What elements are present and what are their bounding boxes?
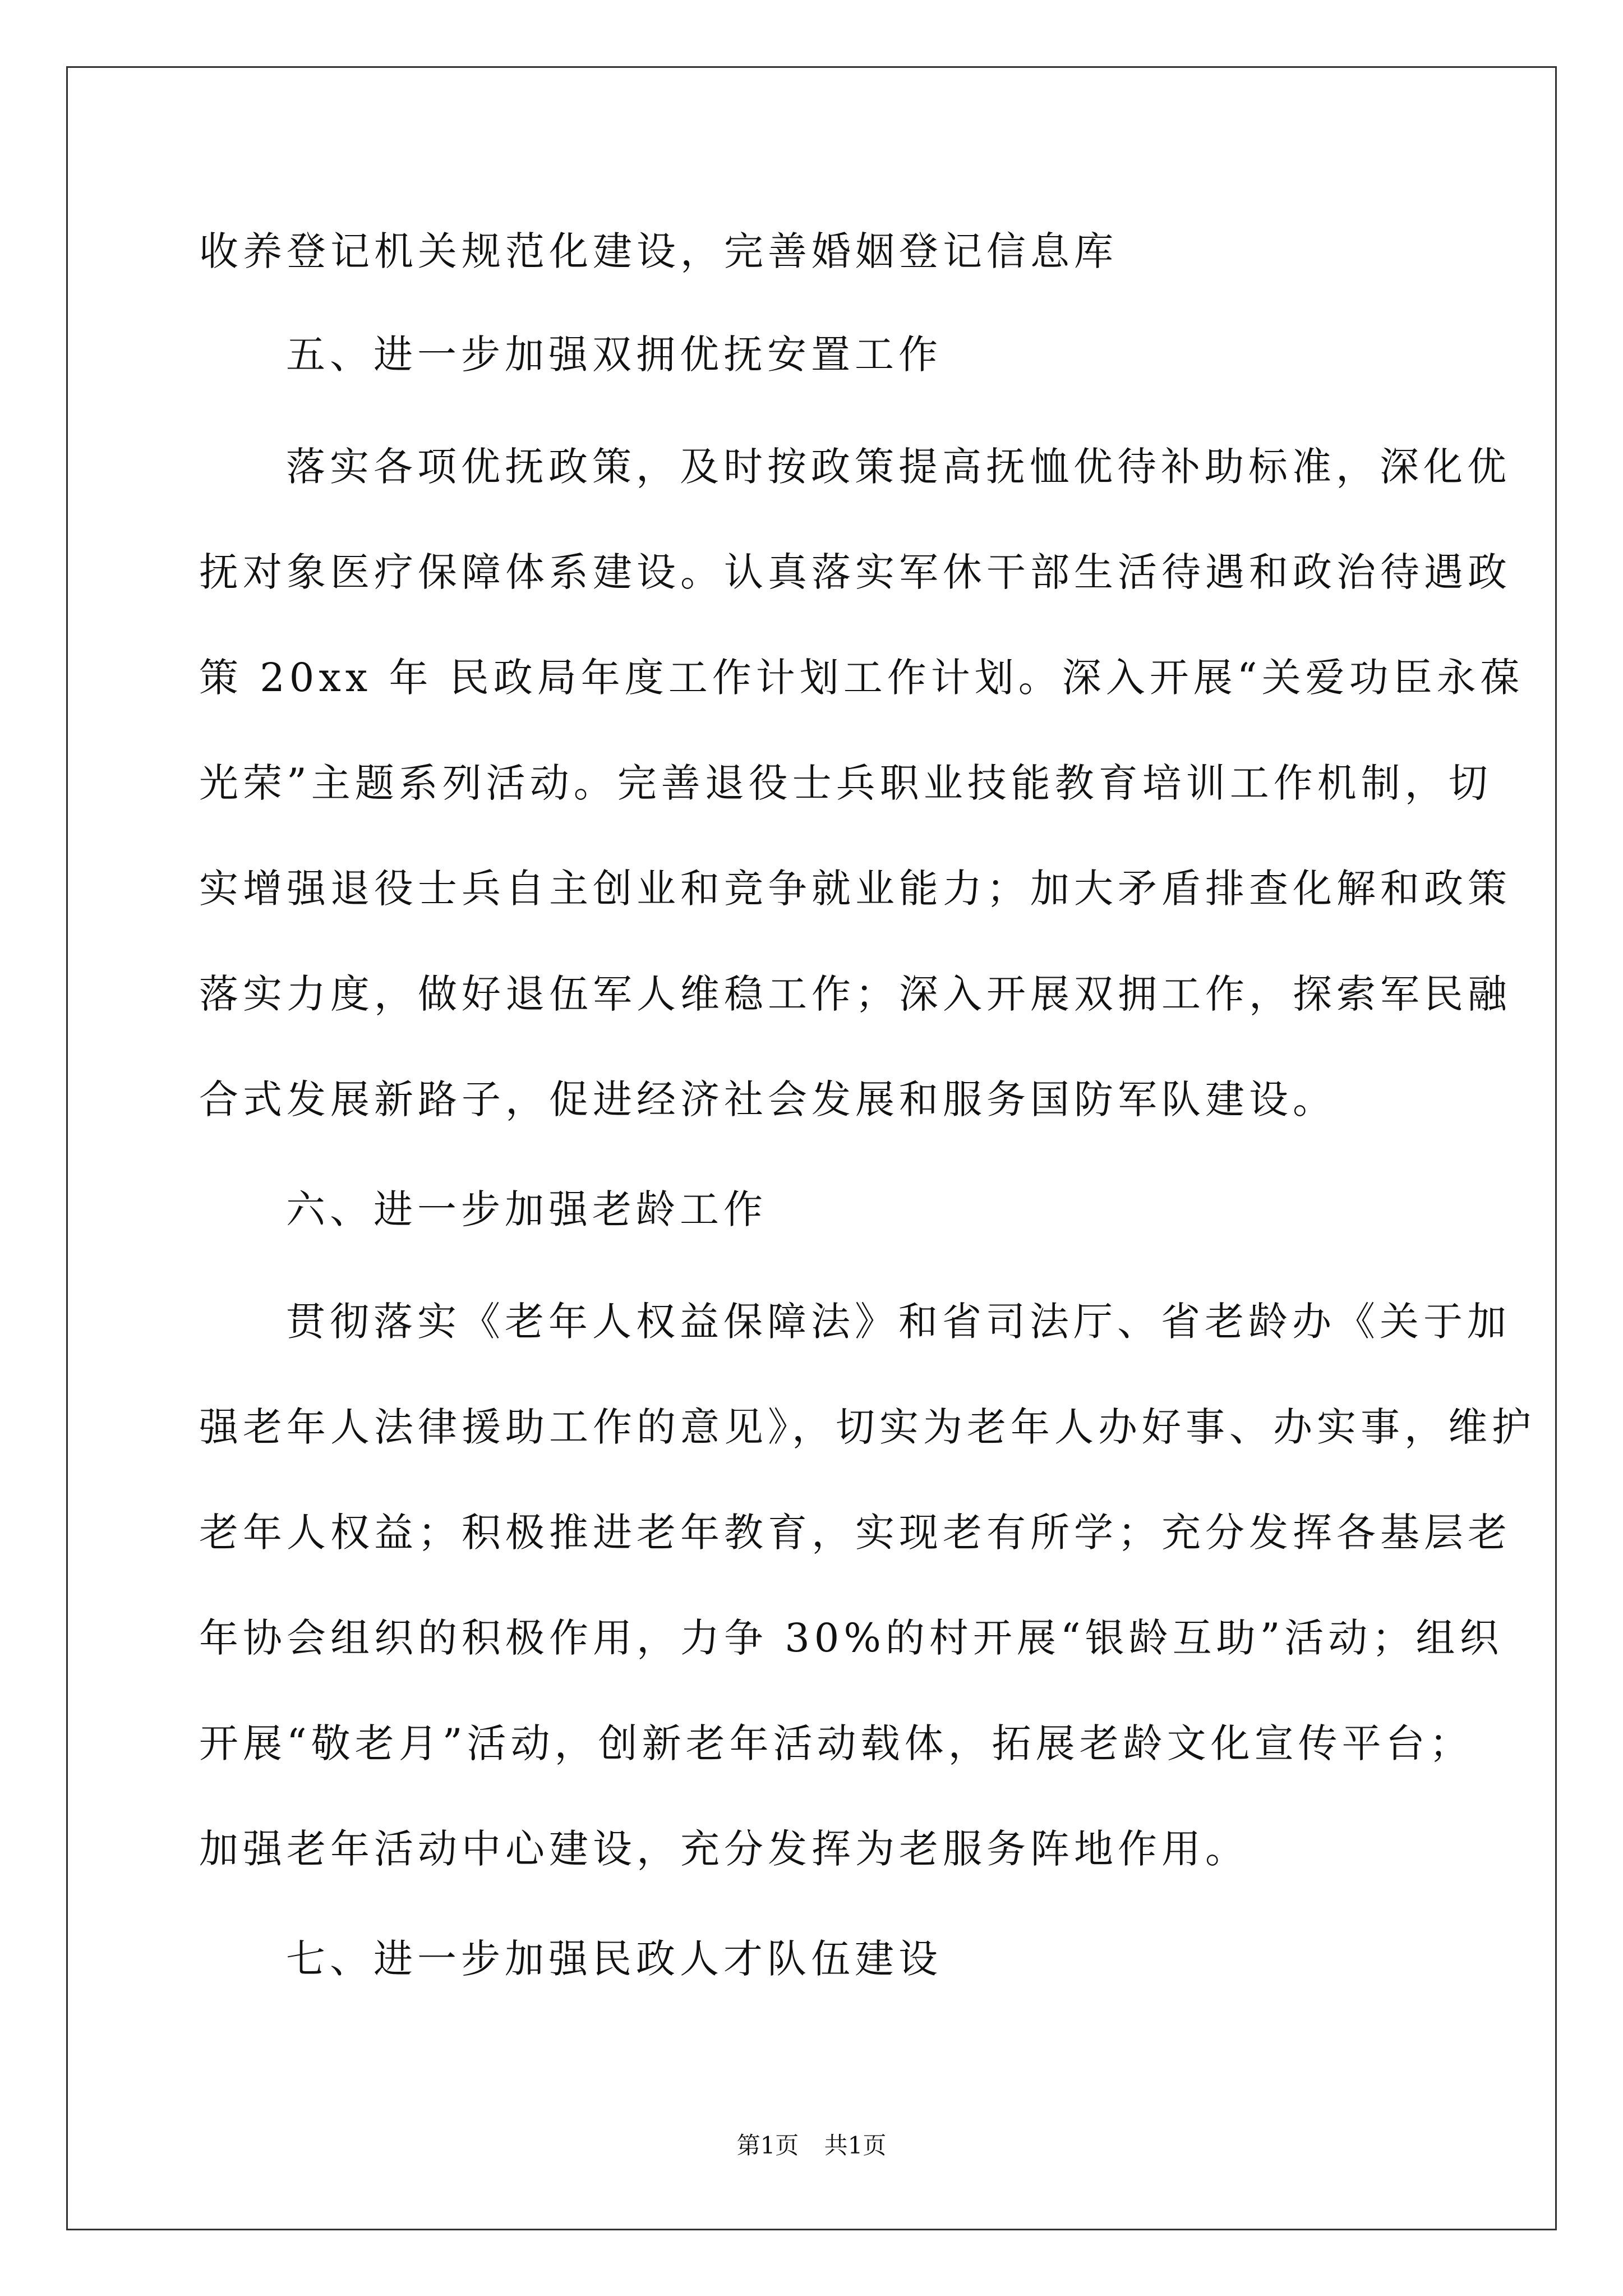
paragraph-line: 实增强退役士兵自主创业和竞争就业能力；加大矛盾排查化解和政策 xyxy=(199,866,1511,912)
paragraph-line: 落实力度，做好退伍军人维稳工作；深入开展双拥工作，探索军民融 xyxy=(199,971,1511,1017)
page-border xyxy=(66,66,1557,2230)
paragraph-line: 老年人权益；积极推进老年教育，实现老有所学；充分发挥各基层老 xyxy=(199,1510,1511,1556)
page-total: 共1页 xyxy=(824,2132,887,2159)
paragraph-line: 收养登记机关规范化建设，完善婚姻登记信息库 xyxy=(199,228,1118,274)
section-heading-5: 五、进一步加强双拥优抚安置工作 xyxy=(286,332,942,378)
paragraph-line: 抚对象医疗保障体系建设。认真落实军休干部生活待遇和政治待遇政 xyxy=(199,549,1511,595)
paragraph-line: 年协会组织的积极作用，力争 30%的村开展“银龄互助”活动；组织 xyxy=(199,1615,1504,1661)
section-heading-6: 六、进一步加强老龄工作 xyxy=(286,1186,767,1232)
section-heading-7: 七、进一步加强民政人才队伍建设 xyxy=(286,1936,942,1982)
page-number: 第1页 xyxy=(736,2132,799,2159)
paragraph-line: 贯彻落实《老年人权益保障法》和省司法厅、省老龄办《关于加 xyxy=(286,1299,1511,1345)
paragraph-line: 强老年人法律援助工作的意见》，切实为老年人办好事、办实事，维护 xyxy=(199,1404,1536,1450)
page-footer xyxy=(0,2134,1623,2157)
paragraph-line: 光荣”主题系列活动。完善退役士兵职业技能教育培训工作机制，切 xyxy=(199,760,1492,806)
paragraph-line: 加强老年活动中心建设，充分发挥为老服务阵地作用。 xyxy=(199,1826,1249,1872)
paragraph-line: 开展“敬老月”活动，创新老年活动载体，拓展老龄文化宣传平台； xyxy=(199,1720,1473,1766)
paragraph-line: 策 20xx 年 民政局年度工作计划工作计划。深入开展“关爱功臣永葆 xyxy=(199,655,1524,701)
paragraph-line: 合式发展新路子，促进经济社会发展和服务国防军队建设。 xyxy=(199,1076,1336,1122)
paragraph-line: 落实各项优抚政策，及时按政策提高抚恤优待补助标准，深化优 xyxy=(286,444,1511,490)
